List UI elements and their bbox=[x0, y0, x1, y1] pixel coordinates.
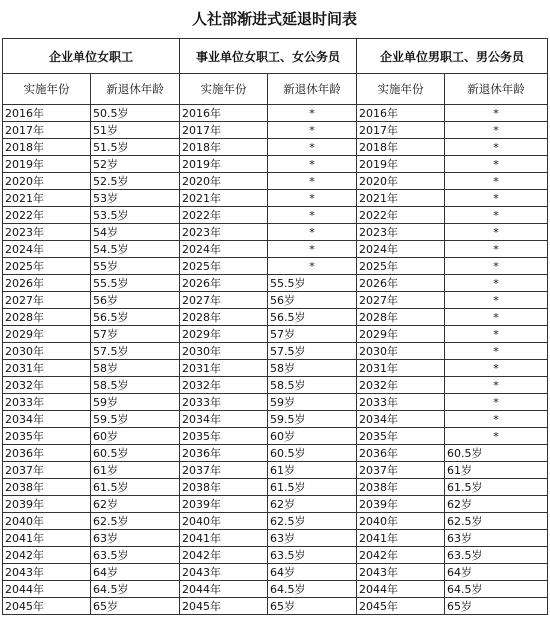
cell-year: 2030年 bbox=[357, 343, 445, 360]
cell-year: 2021年 bbox=[357, 190, 445, 207]
cell-year: 2044年 bbox=[180, 581, 268, 598]
cell-year: 2020年 bbox=[357, 173, 445, 190]
table-row bbox=[3, 496, 548, 513]
cell-year: 2037年 bbox=[180, 462, 268, 479]
cell-age-institution-female: 58岁 bbox=[268, 360, 357, 377]
cell-age-enterprise-female: 50.5岁 bbox=[91, 105, 180, 122]
cell-year: 2030年 bbox=[3, 343, 91, 360]
table-row bbox=[3, 326, 548, 343]
cell-year: 2021年 bbox=[180, 190, 268, 207]
cell-age-institution-female: 58.5岁 bbox=[268, 377, 357, 394]
cell-year: 2036年 bbox=[3, 445, 91, 462]
cell-year: 2027年 bbox=[180, 292, 268, 309]
cell-year: 2037年 bbox=[357, 462, 445, 479]
page-title: 人社部渐进式延退时间表 bbox=[191, 10, 357, 28]
cell-year: 2041年 bbox=[3, 530, 91, 547]
table-row bbox=[3, 377, 548, 394]
cell-age-enterprise-female: 65岁 bbox=[91, 598, 180, 615]
cell-age-institution-female: 61岁 bbox=[268, 462, 357, 479]
cell-age-enterprise-female: 51岁 bbox=[91, 122, 180, 139]
cell-age-male: * bbox=[445, 343, 548, 360]
cell-year: 2034年 bbox=[3, 411, 91, 428]
cell-year: 2041年 bbox=[180, 530, 268, 547]
cell-age-enterprise-female: 59.5岁 bbox=[91, 411, 180, 428]
sub-header-row bbox=[3, 74, 548, 105]
cell-age-male: * bbox=[445, 360, 548, 377]
cell-year: 2025年 bbox=[357, 258, 445, 275]
cell-year: 2019年 bbox=[3, 156, 91, 173]
cell-year: 2025年 bbox=[180, 258, 268, 275]
table-body bbox=[3, 105, 548, 615]
cell-year: 2026年 bbox=[3, 275, 91, 292]
table-row bbox=[3, 105, 548, 122]
cell-year: 2028年 bbox=[3, 309, 91, 326]
cell-year: 2043年 bbox=[180, 564, 268, 581]
cell-age-male: 63岁 bbox=[445, 530, 548, 547]
cell-year: 2016年 bbox=[3, 105, 91, 122]
cell-age-institution-female: * bbox=[268, 190, 357, 207]
cell-year: 2035年 bbox=[357, 428, 445, 445]
cell-age-male: * bbox=[445, 105, 548, 122]
cell-age-institution-female: 62.5岁 bbox=[268, 513, 357, 530]
sub-header-age: 新退休年龄 bbox=[268, 74, 357, 105]
cell-age-enterprise-female: 54岁 bbox=[91, 224, 180, 241]
cell-age-male: * bbox=[445, 190, 548, 207]
cell-age-male: * bbox=[445, 275, 548, 292]
cell-year: 2040年 bbox=[3, 513, 91, 530]
table-row bbox=[3, 343, 548, 360]
cell-age-male: * bbox=[445, 156, 548, 173]
cell-year: 2027年 bbox=[357, 292, 445, 309]
cell-year: 2032年 bbox=[180, 377, 268, 394]
cell-year: 2023年 bbox=[3, 224, 91, 241]
cell-age-enterprise-female: 60.5岁 bbox=[91, 445, 180, 462]
cell-age-institution-female: 55.5岁 bbox=[268, 275, 357, 292]
table-row bbox=[3, 258, 548, 275]
cell-age-male: * bbox=[445, 207, 548, 224]
cell-year: 2024年 bbox=[180, 241, 268, 258]
cell-age-institution-female: 57.5岁 bbox=[268, 343, 357, 360]
cell-year: 2016年 bbox=[180, 105, 268, 122]
cell-age-enterprise-female: 59岁 bbox=[91, 394, 180, 411]
cell-year: 2035年 bbox=[3, 428, 91, 445]
cell-age-institution-female: * bbox=[268, 122, 357, 139]
cell-age-enterprise-female: 53.5岁 bbox=[91, 207, 180, 224]
cell-year: 2024年 bbox=[357, 241, 445, 258]
table-row bbox=[3, 513, 548, 530]
cell-year: 2033年 bbox=[3, 394, 91, 411]
retirement-table bbox=[2, 38, 548, 615]
table-row bbox=[3, 292, 548, 309]
cell-age-enterprise-female: 58.5岁 bbox=[91, 377, 180, 394]
cell-age-enterprise-female: 52岁 bbox=[91, 156, 180, 173]
cell-age-male: 60.5岁 bbox=[445, 445, 548, 462]
cell-year: 2026年 bbox=[357, 275, 445, 292]
table-row bbox=[3, 581, 548, 598]
cell-age-institution-female: 64.5岁 bbox=[268, 581, 357, 598]
cell-age-male: * bbox=[445, 224, 548, 241]
cell-year: 2042年 bbox=[3, 547, 91, 564]
group-header-enterprise-female: 企业单位女职工 bbox=[3, 39, 180, 74]
cell-age-institution-female: * bbox=[268, 258, 357, 275]
cell-year: 2029年 bbox=[180, 326, 268, 343]
cell-year: 2028年 bbox=[357, 309, 445, 326]
cell-year: 2029年 bbox=[3, 326, 91, 343]
cell-year: 2018年 bbox=[3, 139, 91, 156]
cell-age-enterprise-female: 53岁 bbox=[91, 190, 180, 207]
table-row bbox=[3, 173, 548, 190]
cell-year: 2040年 bbox=[180, 513, 268, 530]
cell-age-enterprise-female: 55.5岁 bbox=[91, 275, 180, 292]
cell-age-institution-female: * bbox=[268, 173, 357, 190]
cell-year: 2026年 bbox=[180, 275, 268, 292]
cell-year: 2045年 bbox=[357, 598, 445, 615]
cell-age-enterprise-female: 62岁 bbox=[91, 496, 180, 513]
cell-age-male: * bbox=[445, 139, 548, 156]
cell-year: 2043年 bbox=[357, 564, 445, 581]
cell-age-institution-female: 57岁 bbox=[268, 326, 357, 343]
cell-age-male: 64岁 bbox=[445, 564, 548, 581]
sub-header-age: 新退休年龄 bbox=[445, 74, 548, 105]
cell-age-male: * bbox=[445, 241, 548, 258]
cell-year: 2041年 bbox=[357, 530, 445, 547]
cell-year: 2029年 bbox=[357, 326, 445, 343]
cell-age-enterprise-female: 64.5岁 bbox=[91, 581, 180, 598]
cell-age-institution-female: 63.5岁 bbox=[268, 547, 357, 564]
cell-year: 2018年 bbox=[357, 139, 445, 156]
sub-header-year: 实施年份 bbox=[180, 74, 268, 105]
cell-year: 2023年 bbox=[357, 224, 445, 241]
cell-year: 2024年 bbox=[3, 241, 91, 258]
cell-age-male: * bbox=[445, 292, 548, 309]
cell-year: 2025年 bbox=[3, 258, 91, 275]
cell-year: 2018年 bbox=[180, 139, 268, 156]
cell-year: 2022年 bbox=[180, 207, 268, 224]
cell-age-institution-female: 56岁 bbox=[268, 292, 357, 309]
cell-year: 2039年 bbox=[357, 496, 445, 513]
cell-year: 2031年 bbox=[357, 360, 445, 377]
table-row bbox=[3, 207, 548, 224]
table-row bbox=[3, 156, 548, 173]
cell-year: 2028年 bbox=[180, 309, 268, 326]
table-row bbox=[3, 224, 548, 241]
cell-age-institution-female: * bbox=[268, 105, 357, 122]
cell-year: 2030年 bbox=[180, 343, 268, 360]
cell-age-male: 62岁 bbox=[445, 496, 548, 513]
cell-age-institution-female: 56.5岁 bbox=[268, 309, 357, 326]
cell-age-male: 65岁 bbox=[445, 598, 548, 615]
table-row bbox=[3, 411, 548, 428]
cell-age-enterprise-female: 55岁 bbox=[91, 258, 180, 275]
table-row bbox=[3, 241, 548, 258]
cell-age-male: * bbox=[445, 326, 548, 343]
sub-header-year: 实施年份 bbox=[357, 74, 445, 105]
cell-year: 2023年 bbox=[180, 224, 268, 241]
cell-age-male: * bbox=[445, 377, 548, 394]
cell-year: 2020年 bbox=[180, 173, 268, 190]
group-header-male: 企业单位男职工、男公务员 bbox=[357, 39, 548, 74]
cell-year: 2045年 bbox=[180, 598, 268, 615]
cell-age-enterprise-female: 52.5岁 bbox=[91, 173, 180, 190]
cell-age-institution-female: * bbox=[268, 224, 357, 241]
table-row bbox=[3, 394, 548, 411]
cell-year: 2032年 bbox=[3, 377, 91, 394]
table-row bbox=[3, 530, 548, 547]
cell-age-institution-female: 61.5岁 bbox=[268, 479, 357, 496]
cell-age-enterprise-female: 63.5岁 bbox=[91, 547, 180, 564]
cell-year: 2017年 bbox=[3, 122, 91, 139]
cell-year: 2037年 bbox=[3, 462, 91, 479]
cell-year: 2032年 bbox=[357, 377, 445, 394]
cell-age-enterprise-female: 51.5岁 bbox=[91, 139, 180, 156]
cell-year: 2022年 bbox=[3, 207, 91, 224]
cell-age-enterprise-female: 58岁 bbox=[91, 360, 180, 377]
cell-age-enterprise-female: 57岁 bbox=[91, 326, 180, 343]
cell-year: 2045年 bbox=[3, 598, 91, 615]
cell-year: 2038年 bbox=[3, 479, 91, 496]
cell-age-male: * bbox=[445, 394, 548, 411]
cell-age-male: 61岁 bbox=[445, 462, 548, 479]
cell-year: 2031年 bbox=[180, 360, 268, 377]
cell-age-male: * bbox=[445, 428, 548, 445]
cell-age-enterprise-female: 63岁 bbox=[91, 530, 180, 547]
cell-age-institution-female: 65岁 bbox=[268, 598, 357, 615]
cell-year: 2043年 bbox=[3, 564, 91, 581]
cell-year: 2020年 bbox=[3, 173, 91, 190]
table-row bbox=[3, 547, 548, 564]
cell-year: 2034年 bbox=[180, 411, 268, 428]
cell-age-institution-female: 59.5岁 bbox=[268, 411, 357, 428]
cell-year: 2017年 bbox=[180, 122, 268, 139]
cell-age-enterprise-female: 64岁 bbox=[91, 564, 180, 581]
cell-age-institution-female: 64岁 bbox=[268, 564, 357, 581]
cell-year: 2044年 bbox=[3, 581, 91, 598]
cell-year: 2034年 bbox=[357, 411, 445, 428]
cell-age-institution-female: 60.5岁 bbox=[268, 445, 357, 462]
table-row bbox=[3, 428, 548, 445]
table-header bbox=[3, 39, 548, 105]
table-row bbox=[3, 139, 548, 156]
cell-age-enterprise-female: 57.5岁 bbox=[91, 343, 180, 360]
cell-age-male: 63.5岁 bbox=[445, 547, 548, 564]
table-row bbox=[3, 564, 548, 581]
cell-age-male: 64.5岁 bbox=[445, 581, 548, 598]
sub-header-age: 新退休年龄 bbox=[91, 74, 180, 105]
cell-age-institution-female: 63岁 bbox=[268, 530, 357, 547]
cell-year: 2042年 bbox=[357, 547, 445, 564]
cell-age-male: * bbox=[445, 309, 548, 326]
cell-age-institution-female: * bbox=[268, 241, 357, 258]
cell-age-male: 61.5岁 bbox=[445, 479, 548, 496]
cell-year: 2033年 bbox=[357, 394, 445, 411]
table-row bbox=[3, 275, 548, 292]
table-row bbox=[3, 445, 548, 462]
table-row bbox=[3, 462, 548, 479]
table-row bbox=[3, 309, 548, 326]
sub-header-year: 实施年份 bbox=[3, 74, 91, 105]
cell-age-male: * bbox=[445, 122, 548, 139]
table-row bbox=[3, 360, 548, 377]
cell-year: 2038年 bbox=[357, 479, 445, 496]
cell-year: 2019年 bbox=[357, 156, 445, 173]
cell-age-enterprise-female: 61岁 bbox=[91, 462, 180, 479]
cell-age-institution-female: * bbox=[268, 156, 357, 173]
cell-year: 2021年 bbox=[3, 190, 91, 207]
cell-age-institution-female: 62岁 bbox=[268, 496, 357, 513]
cell-year: 2019年 bbox=[180, 156, 268, 173]
cell-year: 2017年 bbox=[357, 122, 445, 139]
cell-age-enterprise-female: 56.5岁 bbox=[91, 309, 180, 326]
cell-age-male: * bbox=[445, 258, 548, 275]
cell-age-male: * bbox=[445, 411, 548, 428]
cell-age-institution-female: 60岁 bbox=[268, 428, 357, 445]
cell-year: 2042年 bbox=[180, 547, 268, 564]
cell-age-male: 62.5岁 bbox=[445, 513, 548, 530]
cell-year: 2031年 bbox=[3, 360, 91, 377]
cell-year: 2016年 bbox=[357, 105, 445, 122]
cell-age-enterprise-female: 60岁 bbox=[91, 428, 180, 445]
table-row bbox=[3, 122, 548, 139]
document bbox=[2, 0, 547, 615]
cell-age-enterprise-female: 62.5岁 bbox=[91, 513, 180, 530]
cell-year: 2038年 bbox=[180, 479, 268, 496]
cell-year: 2044年 bbox=[357, 581, 445, 598]
cell-year: 2039年 bbox=[3, 496, 91, 513]
table-row bbox=[3, 479, 548, 496]
cell-age-institution-female: * bbox=[268, 139, 357, 156]
cell-year: 2027年 bbox=[3, 292, 91, 309]
cell-year: 2036年 bbox=[357, 445, 445, 462]
cell-year: 2039年 bbox=[180, 496, 268, 513]
cell-year: 2040年 bbox=[357, 513, 445, 530]
cell-age-institution-female: * bbox=[268, 207, 357, 224]
cell-year: 2036年 bbox=[180, 445, 268, 462]
cell-year: 2035年 bbox=[180, 428, 268, 445]
group-header-institution-female: 事业单位女职工、女公务员 bbox=[180, 39, 357, 74]
cell-age-enterprise-female: 54.5岁 bbox=[91, 241, 180, 258]
cell-age-male: * bbox=[445, 173, 548, 190]
cell-age-institution-female: 59岁 bbox=[268, 394, 357, 411]
table-row bbox=[3, 598, 548, 615]
cell-year: 2033年 bbox=[180, 394, 268, 411]
cell-year: 2022年 bbox=[357, 207, 445, 224]
table-row bbox=[3, 190, 548, 207]
cell-age-enterprise-female: 61.5岁 bbox=[91, 479, 180, 496]
cell-age-enterprise-female: 56岁 bbox=[91, 292, 180, 309]
group-header-row bbox=[3, 39, 548, 74]
